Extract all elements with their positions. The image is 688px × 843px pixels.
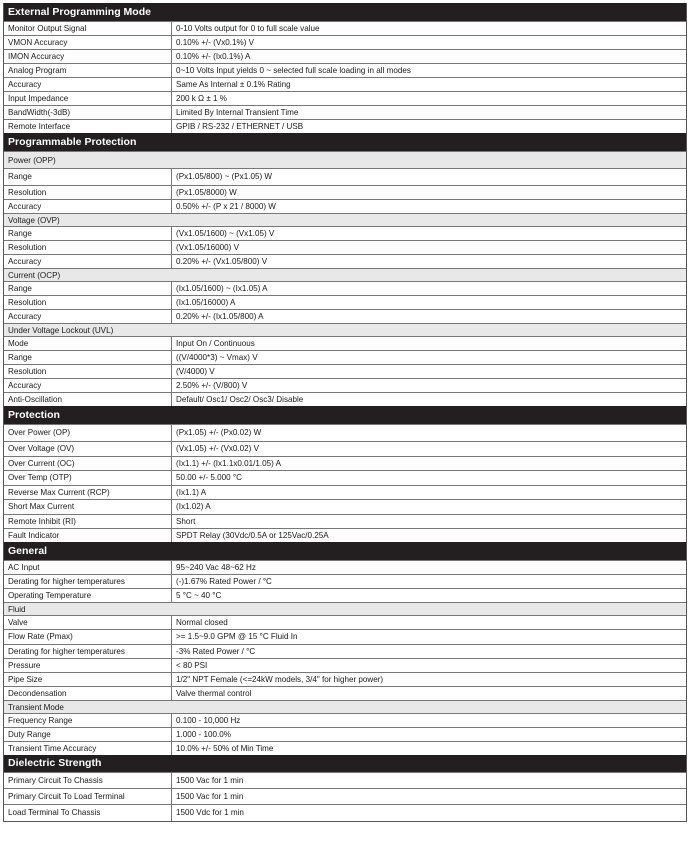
spec-value: 1500 Vac for 1 min (176, 775, 244, 785)
spec-table (3, 3, 687, 822)
spec-label: Mode (4, 337, 172, 350)
spec-label: Primary Circuit To Load Terminal (4, 789, 172, 804)
spec-value: 0.50% +/- (P x 21 / 8000) W (176, 201, 276, 211)
spec-value: 0.10% +/- (Ix0.1%) A (176, 51, 251, 61)
table-row (4, 350, 686, 364)
spec-value: 1500 Vac for 1 min (176, 791, 244, 801)
spec-label: Frequency Range (4, 714, 172, 727)
table-row (4, 644, 686, 658)
table-row (4, 672, 686, 686)
table-row (4, 804, 686, 821)
table-row (4, 240, 686, 254)
spec-value: 1500 Vdc for 1 min (176, 808, 244, 817)
spec-label: Fault Indicator (4, 529, 172, 542)
spec-label: Derating for higher temperatures (4, 575, 172, 588)
spec-label: Accuracy (4, 255, 172, 268)
spec-value: Same As Internal ± 0.1% Rating (176, 79, 291, 89)
spec-value: 0-10 Volts output for 0 to full scale value (176, 23, 320, 33)
table-row (4, 226, 686, 240)
table-row (4, 119, 686, 133)
table-row (4, 615, 686, 629)
table-row (4, 658, 686, 672)
spec-value: 0.20% +/- (Ix1.05/800) A (176, 311, 264, 321)
table-row (4, 168, 686, 185)
table-row (4, 499, 686, 514)
spec-value: >= 1.5~9.0 GPM @ 15 °C Fluid In (176, 632, 298, 641)
spec-value: (Px1.05/800) ~ (Px1.05) W (176, 172, 273, 181)
spec-label: Range (4, 351, 172, 364)
spec-value: 0.100 - 10,000 Hz (176, 715, 241, 725)
spec-label: Anti-Oscillation (4, 393, 172, 406)
spec-value: 2.50% +/- (V/800) V (176, 380, 248, 390)
spec-label: AC Input (4, 561, 172, 574)
table-row (4, 470, 686, 485)
spec-label: Resolution (4, 241, 172, 254)
section-header: General (4, 542, 686, 560)
table-row (4, 21, 686, 35)
spec-value: (Vx1.05) +/- (Vx0.02) V (176, 444, 259, 453)
spec-value: (Ix1.02) A (176, 502, 211, 511)
spec-label: Resolution (4, 365, 172, 378)
spec-value: ((V/4000*3) ~ Vmax) V (176, 352, 258, 362)
table-row (4, 528, 686, 542)
table-row (4, 105, 686, 119)
spec-label: Range (4, 227, 172, 240)
spec-value: 200 k Ω ± 1 % (176, 93, 227, 103)
table-row (4, 254, 686, 268)
table-row (4, 514, 686, 528)
spec-value: (Ix1.1) A (176, 487, 207, 497)
spec-label: Over Voltage (OV) (4, 442, 172, 456)
table-row (4, 629, 686, 644)
spec-value: 1/2" NPT Female (<=24kW models, 3/4" for higher power) (176, 674, 384, 684)
table-row (4, 727, 686, 741)
spec-value: 0.20% +/- (Vx1.05/800) V (176, 256, 268, 266)
spec-label: Pressure (4, 659, 172, 672)
table-row (4, 588, 686, 602)
spec-label: Input Impedance (4, 92, 172, 105)
table-row (4, 686, 686, 700)
spec-label: Short Max Current (4, 500, 172, 514)
spec-value: Valve thermal control (176, 688, 252, 698)
table-row (4, 295, 686, 309)
spec-value: 0.10% +/- (Vx0.1%) V (176, 37, 255, 47)
table-row (4, 392, 686, 406)
spec-label: Valve (4, 616, 172, 629)
spec-label: IMON Accuracy (4, 50, 172, 63)
spec-label: Transient Time Accuracy (4, 742, 172, 755)
spec-value: 0~10 Volts Input yields 0 ~ selected full scale loading in all modes (176, 65, 411, 75)
spec-label: Over Temp (OTP) (4, 471, 172, 485)
spec-label: Analog Program (4, 64, 172, 77)
table-row (4, 788, 686, 804)
spec-label: VMON Accuracy (4, 36, 172, 49)
spec-label: Derating for higher temperatures (4, 645, 172, 658)
table-row (4, 574, 686, 588)
spec-value: (Px1.05) +/- (Px0.02) W (176, 428, 262, 437)
subsection-header: Current (OCP) (4, 268, 686, 281)
table-row (4, 77, 686, 91)
subsection-header: Transient Mode (4, 700, 686, 713)
spec-value: (-)1.67% Rated Power / °C (176, 576, 272, 586)
spec-value: (Ix1.1) +/- (Ix1.1x0.01/1.05) A (176, 458, 282, 468)
spec-label: Remote Interface (4, 120, 172, 133)
spec-label: Range (4, 282, 172, 295)
spec-value: 95~240 Vac 48~62 Hz (176, 562, 256, 572)
spec-label: Monitor Output Signal (4, 22, 172, 35)
table-row (4, 456, 686, 470)
spec-label: Remote Inhibit (RI) (4, 515, 172, 528)
table-row (4, 424, 686, 441)
spec-label: Decondensation (4, 687, 172, 700)
spec-label: Accuracy (4, 310, 172, 323)
table-row (4, 199, 686, 213)
table-row (4, 91, 686, 105)
spec-value: 10.0% +/- 50% of Min Time (176, 743, 274, 753)
spec-value: Short (176, 516, 196, 526)
spec-label: Flow Rate (Pmax) (4, 630, 172, 644)
spec-value: 1.000 - 100.0% (176, 729, 231, 739)
section-header: Protection (4, 406, 686, 424)
table-row (4, 364, 686, 378)
table-row (4, 378, 686, 392)
table-row (4, 713, 686, 727)
spec-value: (Vx1.05/16000) V (176, 242, 239, 252)
spec-value: Input On / Continuous (176, 338, 255, 348)
table-row (4, 741, 686, 755)
spec-label: Reverse Max Current (RCP) (4, 486, 172, 499)
subsection-header: Power (OPP) (4, 151, 686, 168)
spec-value: < 80 PSI (176, 660, 208, 670)
section-header: Dielectric Strength (4, 755, 686, 772)
table-row (4, 49, 686, 63)
table-row (4, 772, 686, 788)
spec-value: (Px1.05/8000) W (176, 187, 237, 197)
spec-value: 50.00 +/- 5.000 °C (176, 473, 243, 482)
spec-label: Resolution (4, 296, 172, 309)
spec-label: BandWidth(-3dB) (4, 106, 172, 119)
table-row (4, 485, 686, 499)
spec-value: 5 °C ~ 40 °C (176, 590, 222, 600)
table-row (4, 441, 686, 456)
table-row (4, 35, 686, 49)
section-header: Programmable Protection (4, 133, 686, 151)
spec-label: Resolution (4, 186, 172, 199)
table-row (4, 185, 686, 199)
spec-value: Normal closed (176, 617, 228, 627)
spec-value: Limited By Internal Transient Time (176, 107, 299, 117)
spec-value: (Ix1.05/16000) A (176, 297, 236, 307)
subsection-header: Under Voltage Lockout (UVL) (4, 323, 686, 336)
spec-label: Over Power (OP) (4, 425, 172, 441)
spec-label: Duty Range (4, 728, 172, 741)
spec-label: Accuracy (4, 200, 172, 213)
subsection-header: Voltage (OVP) (4, 213, 686, 226)
spec-label: Load Terminal To Chassis (4, 805, 172, 821)
table-row (4, 336, 686, 350)
spec-value: Default/ Osc1/ Osc2/ Osc3/ Disable (176, 394, 304, 404)
table-row (4, 281, 686, 295)
spec-label: Pipe Size (4, 673, 172, 686)
spec-label: Operating Temperature (4, 589, 172, 602)
spec-label: Primary Circuit To Chassis (4, 773, 172, 788)
spec-label: Range (4, 169, 172, 185)
subsection-header: Fluid (4, 602, 686, 615)
spec-value: (Vx1.05/1600) ~ (Vx1.05) V (176, 228, 275, 238)
table-row (4, 63, 686, 77)
section-header: External Programming Mode (4, 3, 686, 21)
spec-value: (V/4000) V (176, 366, 215, 376)
spec-label: Accuracy (4, 78, 172, 91)
spec-label: Over Current (OC) (4, 457, 172, 470)
spec-value: GPIB / RS-232 / ETHERNET / USB (176, 121, 304, 131)
table-row (4, 560, 686, 574)
spec-value: -3% Rated Power / °C (176, 646, 256, 656)
spec-label: Accuracy (4, 379, 172, 392)
spec-value: SPDT Relay (30Vdc/0.5A or 125Vac/0.25A (176, 530, 329, 540)
table-row (4, 309, 686, 323)
spec-value: (Ix1.05/1600) ~ (Ix1.05) A (176, 283, 268, 293)
